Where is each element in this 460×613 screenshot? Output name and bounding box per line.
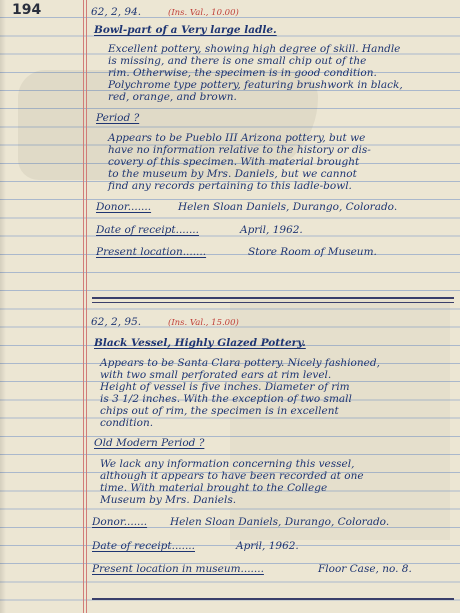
entry-separator xyxy=(92,598,454,600)
margin-line xyxy=(83,0,84,613)
insured-value-note: (Ins. Val., 10.00) xyxy=(168,8,239,18)
donor-value: Helen Sloan Daniels, Durango, Colorado. xyxy=(178,201,398,213)
location-label: Present location....... xyxy=(96,246,207,258)
period-heading: Period ? xyxy=(96,112,140,124)
entry-title: Bowl-part of a Very large ladle. xyxy=(94,24,277,36)
description-line: condition. xyxy=(100,417,154,429)
bleed-through-shadow xyxy=(230,300,450,540)
receipt-label: Date of receipt....... xyxy=(92,540,195,552)
location-value: Store Room of Museum. xyxy=(248,246,377,258)
page-number: 194 xyxy=(12,2,42,18)
donor-label: Donor....... xyxy=(92,516,148,528)
entry-separator xyxy=(92,297,454,299)
period-text-line: find any records pertaining to this ladle-bowl. xyxy=(108,180,352,192)
donor-label: Donor....... xyxy=(96,201,152,213)
description-line: Height of vessel is five inches. Diameter of rim xyxy=(100,381,350,393)
description-line: Appears to be Santa Clara pottery. Nicely fashioned, xyxy=(100,357,380,369)
catalog-number: 62, 2, 94. xyxy=(91,6,142,18)
period-text-line: Museum by Mrs. Daniels. xyxy=(100,494,237,506)
description-line: chips out of rim, the specimen is in excellent xyxy=(100,405,339,417)
period-text-line: covery of this specimen. With material brought xyxy=(108,156,360,168)
donor-value: Helen Sloan Daniels, Durango, Colorado. xyxy=(170,516,390,528)
receipt-value: April, 1962. xyxy=(236,540,299,552)
description-line: Excellent pottery, showing high degree of skill. Handle xyxy=(108,43,401,55)
location-value: Floor Case, no. 8. xyxy=(318,563,412,575)
description-line: Polychrome type pottery, featuring brushwork in black, xyxy=(108,79,403,91)
period-text-line: Appears to be Pueblo III Arizona pottery, but we xyxy=(108,132,366,144)
period-text-line: time. With material brought to the College xyxy=(100,482,328,494)
location-label: Present location in museum....... xyxy=(92,563,264,575)
description-line: red, orange, and brown. xyxy=(108,91,237,103)
description-line: is missing, and there is one small chip out of the xyxy=(108,55,367,67)
period-text-line: We lack any information concerning this vessel, xyxy=(100,458,355,470)
period-text-line: have no information relative to the history or dis- xyxy=(108,144,371,156)
description-line: with two small perforated ears at rim level. xyxy=(100,369,332,381)
description-line: is 3 1/2 inches. With the exception of two small xyxy=(100,393,352,405)
catalog-number: 62, 2, 95. xyxy=(91,316,142,328)
entry-separator xyxy=(92,302,454,303)
period-text-line: to the museum by Mrs. Daniels, but we cannot xyxy=(108,168,357,180)
receipt-label: Date of receipt....... xyxy=(96,224,199,236)
margin-line xyxy=(86,0,87,613)
receipt-value: April, 1962. xyxy=(240,224,303,236)
insured-value-note: (Ins. Val., 15.00) xyxy=(168,318,239,328)
period-text-line: although it appears to have been recorded at one xyxy=(100,470,364,482)
description-line: rim. Otherwise, the specimen is in good condition. xyxy=(108,67,377,79)
entry-title: Black Vessel, Highly Glazed Pottery. xyxy=(94,337,306,349)
period-heading: Old Modern Period ? xyxy=(94,437,205,449)
